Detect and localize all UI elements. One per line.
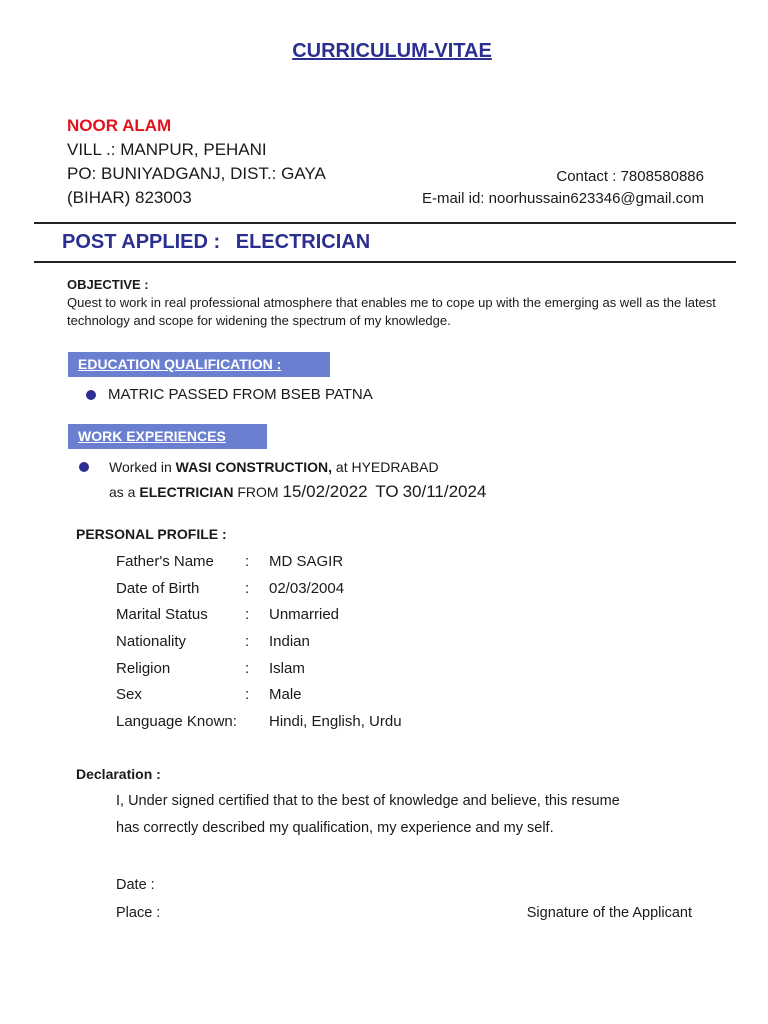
divider-top <box>34 222 736 224</box>
profile-value-language: Hindi, English, Urdu <box>269 713 402 730</box>
address-line-2: PO: BUNIYADGANJ, DIST.: GAYA <box>67 164 326 183</box>
profile-label-language: Language Known: <box>116 713 237 730</box>
profile-value-nationality: Indian <box>269 633 310 650</box>
profile-value-sex: Male <box>269 686 302 703</box>
work-prefix: Worked in <box>109 459 172 475</box>
objective-heading: OBJECTIVE : <box>67 277 149 292</box>
applicant-name: NOOR ALAM <box>67 116 172 135</box>
profile-sep: : <box>245 633 250 650</box>
work-location: at HYEDRABAD <box>335 459 439 475</box>
declaration-line-1: I, Under signed certified that to the best of knowledge and believe, this resume <box>116 793 620 809</box>
profile-value-marital: Unmarried <box>269 606 340 623</box>
work-from-label: FROM <box>237 484 279 500</box>
profile-label-religion: Religion <box>116 660 171 677</box>
work-line-2 <box>109 482 486 502</box>
work-role-prefix: as a <box>109 484 136 500</box>
profile-label-nationality: Nationality <box>116 633 187 650</box>
work-company: WASI CONSTRUCTION, <box>175 459 333 475</box>
personal-profile-heading: PERSONAL PROFILE : <box>76 526 227 542</box>
post-applied <box>62 231 370 254</box>
profile-value-religion: Islam <box>269 660 305 677</box>
work-role: ELECTRICIAN <box>139 484 234 500</box>
education-heading: EDUCATION QUALIFICATION : <box>68 352 330 377</box>
contact-number: Contact : 7808580886 <box>556 168 704 185</box>
profile-sep: : <box>245 553 250 570</box>
profile-label-marital: Marital Status <box>116 606 208 623</box>
work-line-1 <box>109 459 439 475</box>
signature-label: Signature of the Applicant <box>526 905 692 921</box>
declaration-heading: Declaration : <box>76 766 161 782</box>
work-to-label: TO <box>375 482 399 501</box>
profile-sep: : <box>245 686 250 703</box>
email-address: E-mail id: noorhussain623346@gmail.com <box>421 190 704 207</box>
place-label: Place : <box>116 905 161 921</box>
divider-bottom <box>34 261 736 263</box>
profile-value-dob: 02/03/2004 <box>269 580 345 597</box>
objective-text: Quest to work in real professional atmosphere that enables me to cope up with the emerging as well as the latest technology and scope for widening the spectrum of my knowledge. <box>67 295 716 328</box>
profile-value-father: MD SAGIR <box>269 553 344 570</box>
post-applied-value: ELECTRICIAN <box>235 231 371 253</box>
document-title: CURRICULUM-VITAE <box>292 40 492 62</box>
declaration-line-2: has correctly described my qualification, my experience and my self. <box>116 820 554 836</box>
bullet-icon <box>79 462 89 472</box>
address-line-1: VILL .: MANPUR, PEHANI <box>67 140 267 159</box>
work-to-date: 30/11/2024 <box>402 482 487 501</box>
bullet-icon <box>86 390 96 400</box>
profile-sep: : <box>245 606 250 623</box>
education-item: MATRIC PASSED FROM BSEB PATNA <box>108 386 373 403</box>
post-applied-label: POST APPLIED : <box>62 231 221 253</box>
profile-label-sex: Sex <box>116 686 142 703</box>
profile-label-dob: Date of Birth <box>116 580 200 597</box>
profile-sep: : <box>245 660 250 677</box>
address-line-3: (BIHAR) 823003 <box>67 188 192 207</box>
profile-sep: : <box>245 580 250 597</box>
profile-label-father: Father's Name <box>116 553 214 570</box>
date-label: Date : <box>116 877 155 893</box>
work-from-date: 15/02/2022 <box>282 482 368 501</box>
work-heading: WORK EXPERIENCES <box>68 424 267 449</box>
